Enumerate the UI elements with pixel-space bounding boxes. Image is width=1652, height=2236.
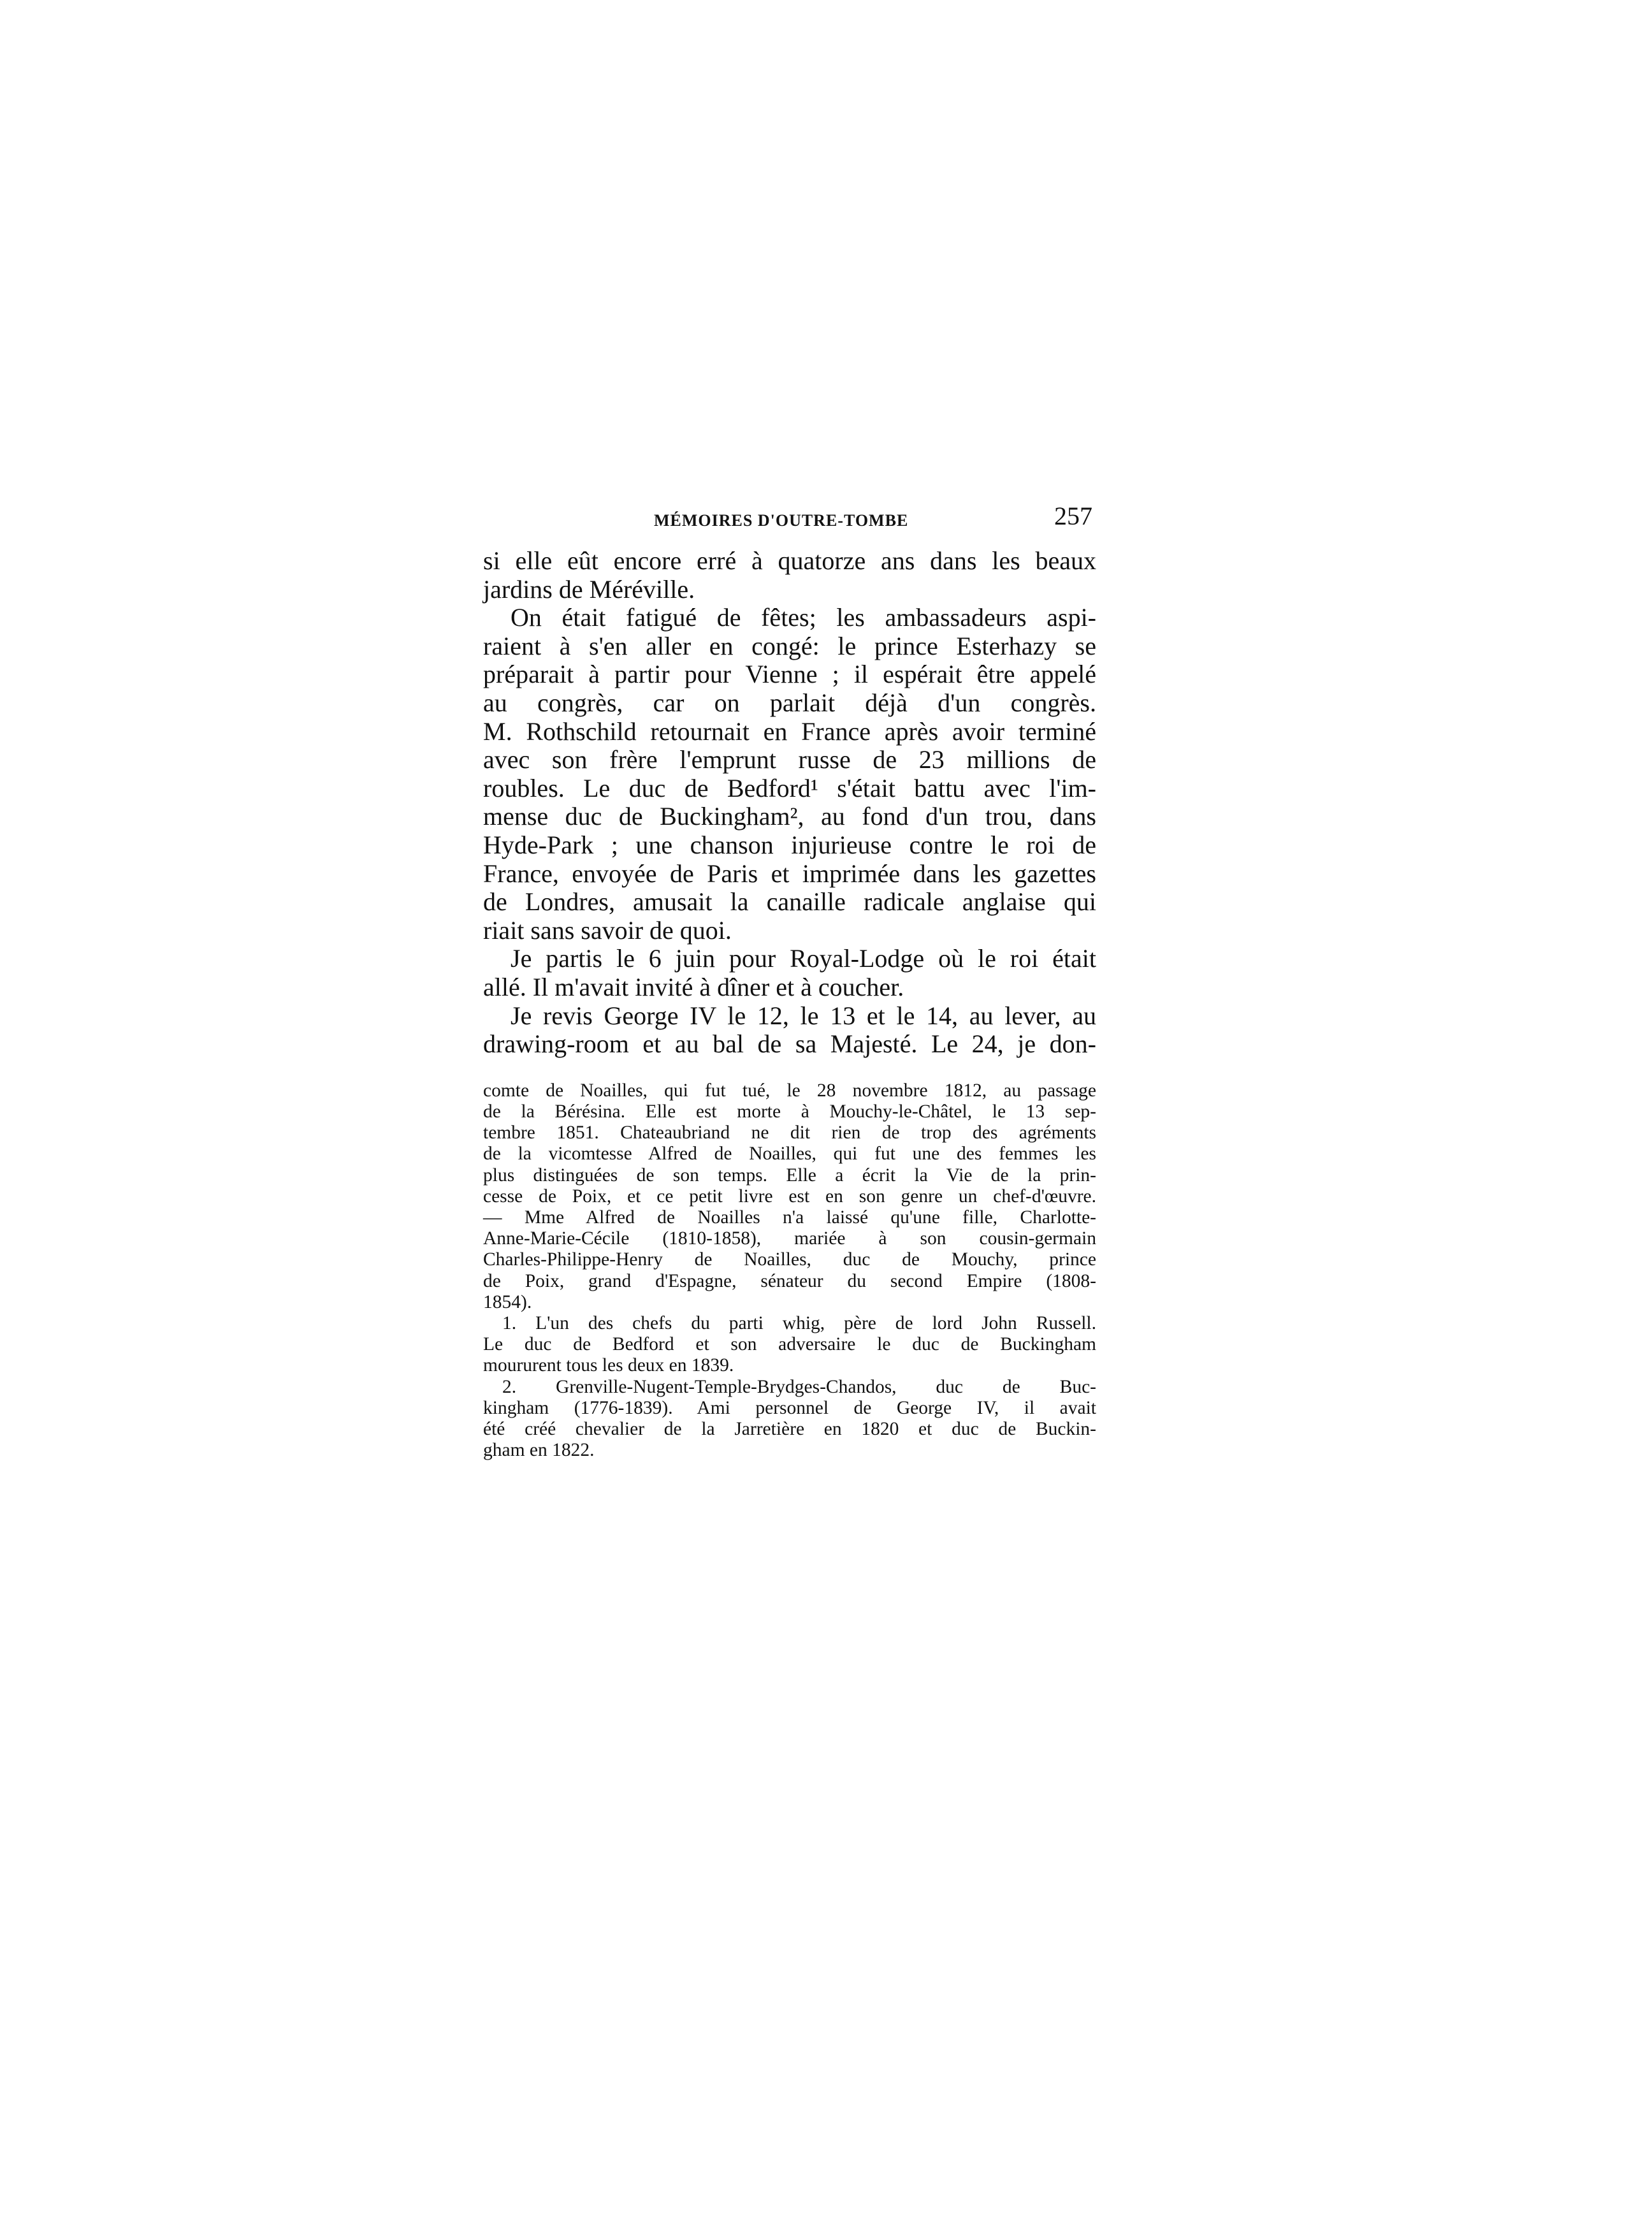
footnote-2 <box>483 1377 1096 1462</box>
text-line: au congrès, car on parlait déjà d'un congrès. <box>483 688 1096 717</box>
footnote-line: 2. Grenville-Nugent-Temple-Brydges-Chandos, duc de Buc- <box>502 1376 1096 1397</box>
page-number: 257 <box>1054 502 1092 530</box>
text-line: si elle eût encore erré à quatorze ans dans les beaux <box>483 546 1096 575</box>
footnotes <box>483 1080 1096 1462</box>
footnote-line: 1854). <box>483 1291 532 1312</box>
text-line: Hyde-Park ; une chanson injurieuse contre le roi de <box>483 830 1096 859</box>
text-line: préparait à partir pour Vienne ; il espérait être appelé <box>483 660 1096 689</box>
footnote-line: — Mme Alfred de Noailles n'a laissé qu'une fille, Charlotte- <box>483 1207 1096 1228</box>
footnote-continuation <box>483 1080 1096 1313</box>
text-line: Je partis le 6 juin pour Royal-Lodge où le roi était <box>511 944 1096 973</box>
text-line: On était fatigué de fêtes; les ambassadeurs aspi- <box>511 603 1096 632</box>
footnote-line: 1. L'un des chefs du parti whig, père de lord John Russell. <box>502 1312 1096 1333</box>
footnote-line: tembre 1851. Chateaubriand ne dit rien de trop des agréments <box>483 1122 1096 1143</box>
text-line: de Londres, amusait la canaille radicale anglaise qui <box>483 887 1096 917</box>
text-line: M. Rothschild retournait en France après avoir terminé <box>483 716 1096 746</box>
footnote-line: de la Bérésina. Elle est morte à Mouchy-le-Châtel, le 13 sep- <box>483 1101 1096 1122</box>
running-head <box>483 501 1096 539</box>
footnote-line: cesse de Poix, et ce petit livre est en son genre un chef-d'œuvre. <box>483 1186 1096 1207</box>
footnote-line: plus distinguées de son temps. Elle a écrit la Vie de la prin- <box>483 1165 1096 1186</box>
text-line: Je revis George IV le 12, le 13 et le 14, au lever, au <box>511 1001 1096 1030</box>
text-line: roubles. Le duc de Bedford¹ s'était battu avec l'im- <box>483 773 1096 802</box>
footnote-line: gham en 1822. <box>483 1440 595 1461</box>
running-title: MÉMOIRES D'OUTRE-TOMBE <box>654 511 909 530</box>
text-line: riait sans savoir de quoi. <box>483 915 732 945</box>
text-line: jardins de Méréville. <box>483 574 695 604</box>
text-line: avec son frère l'emprunt russe de 23 millions de <box>483 745 1096 774</box>
footnote-line: de la vicomtesse Alfred de Noailles, qui fut une des femmes les <box>483 1143 1096 1165</box>
footnote-line: Le duc de Bedford et son adversaire le duc de Buckingham <box>483 1334 1096 1355</box>
text-line: allé. Il m'avait invité à dîner et à coucher. <box>483 972 904 1001</box>
footnote-line: de Poix, grand d'Espagne, sénateur du second Empire (1808- <box>483 1270 1096 1291</box>
text-line: mense duc de Buckingham², au fond d'un trou, dans <box>483 802 1096 831</box>
footnote-line: été créé chevalier de la Jarretière en 1820 et duc de Buckin- <box>483 1418 1096 1439</box>
text-line: raient à s'en aller en congé: le prince Esterhazy se <box>483 631 1096 660</box>
footnote-line: moururent tous les deux en 1839. <box>483 1355 734 1376</box>
text-block <box>483 501 1096 1461</box>
main-text <box>483 547 1096 1059</box>
footnote-1 <box>483 1313 1096 1377</box>
text-line: France, envoyée de Paris et imprimée dans les gazettes <box>483 859 1096 888</box>
text-line: drawing-room et au bal de sa Majesté. Le 24, je don- <box>483 1029 1096 1059</box>
footnote-line: comte de Noailles, qui fut tué, le 28 novembre 1812, au passage <box>483 1080 1096 1101</box>
footnote-line: kingham (1776-1839). Ami personnel de George IV, il avait <box>483 1397 1096 1418</box>
footnote-line: Anne-Marie-Cécile (1810-1858), mariée à son cousin-germain <box>483 1228 1096 1249</box>
footnote-line: Charles-Philippe-Henry de Noailles, duc de Mouchy, prince <box>483 1249 1096 1270</box>
